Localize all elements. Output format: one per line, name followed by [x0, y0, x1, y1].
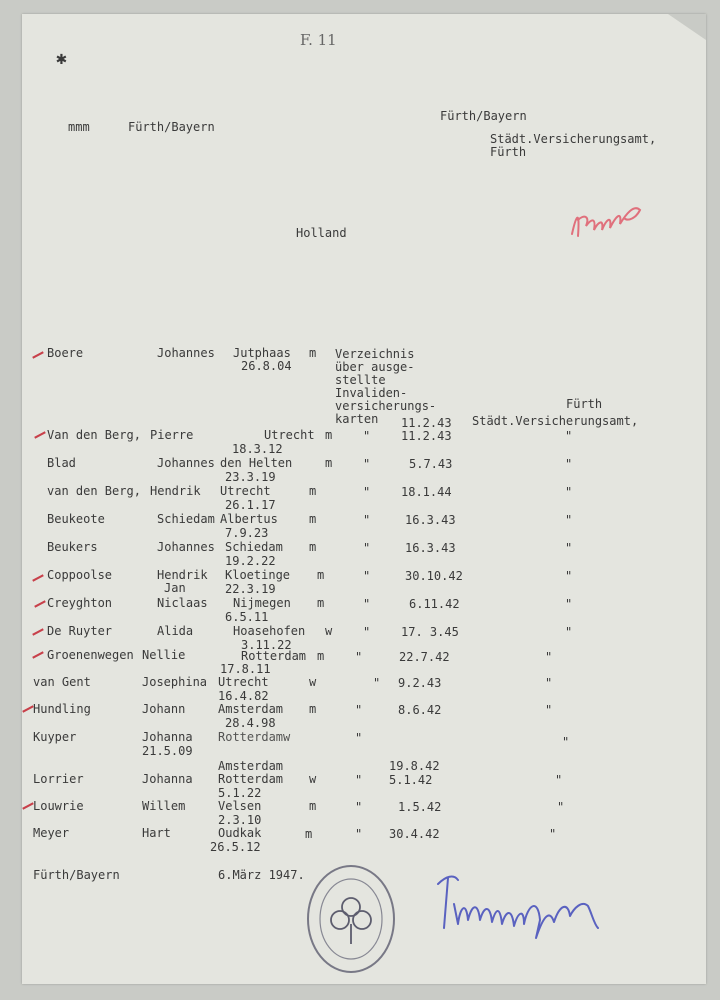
entry-15-given-name: Hart: [142, 826, 171, 840]
entry-12-birthplace: Amsterdam: [218, 759, 284, 773]
ditto-mark: ": [363, 429, 371, 443]
entry-8-issue-date: 17. 3.45: [401, 625, 459, 639]
ditto-mark: ": [363, 541, 371, 555]
entry-4-issue-date: 16.3.43: [405, 513, 456, 527]
entry-6-birthplace: Kloetinge: [225, 568, 291, 582]
entry-9-sex: m: [317, 649, 325, 663]
footer-place: Fürth/Bayern: [33, 868, 120, 882]
entry-14-surname: Louwrie: [33, 799, 84, 813]
ditto-mark: ": [545, 650, 553, 664]
entry-12-issue-date: 19.8.42: [389, 759, 440, 773]
entry-5-issue-date: 16.3.43: [405, 541, 456, 555]
entry-1-issue-date: 11.2.43: [401, 429, 452, 443]
entry-9-birthplace: Rotterdam: [241, 649, 307, 663]
entry-4-given-name: Schiedam: [157, 512, 215, 526]
entry-8-given-name: Alida: [157, 624, 194, 638]
entry-7-given-name: Niclaas: [157, 596, 208, 610]
entry-4-sex: m: [309, 512, 317, 526]
entry-11-birthplace: Amsterdam: [218, 702, 284, 716]
ditto-mark: ": [557, 800, 565, 814]
entry-9-given-name: Nellie: [142, 648, 186, 662]
entry-11-issue-date: 8.6.42: [398, 703, 442, 717]
entry-10-birth-date: 16.4.82: [218, 689, 269, 703]
entry-3-birth-date: 26.1.17: [225, 498, 276, 512]
header-left-place: Fürth/Bayern: [128, 120, 215, 134]
entry-2-surname: Blad: [47, 456, 76, 470]
ditto-mark: ": [363, 569, 371, 583]
ditto-mark: ": [373, 676, 381, 690]
handwritten-signature-icon: [428, 864, 608, 944]
entry-1-birthplace: Utrecht: [264, 428, 315, 442]
entry-2-birth-date: 23.3.19: [225, 470, 276, 484]
issuer-line-2: Städt.Versicherungsamt,: [472, 414, 639, 428]
corner-symbol: ✱: [56, 48, 67, 69]
entry-10-given-name: Josephina: [142, 675, 208, 689]
entry-1-birth-date: 18.3.12: [232, 442, 283, 456]
entry-8-sex: w: [325, 624, 333, 638]
entry-5-surname: Beukers: [47, 540, 98, 554]
entry-7-issue-date: 6.11.42: [409, 597, 460, 611]
ditto-mark: ": [363, 513, 371, 527]
entry-13-surname: Lorrier: [33, 772, 84, 786]
header-prefix: mmm: [68, 120, 90, 134]
entry-10-sex: w: [309, 675, 317, 689]
ditto-mark: ": [565, 485, 573, 499]
ditto-mark: ": [363, 625, 371, 639]
description-line-5: versicherungs-: [335, 399, 437, 413]
entry-1-sex: m: [325, 428, 333, 442]
ditto-mark: ": [355, 650, 363, 664]
entry-15-issue-date: 30.4.42: [389, 827, 440, 841]
ditto-mark: ": [355, 731, 363, 745]
ditto-mark: ": [355, 773, 363, 787]
description-line-6: karten: [335, 412, 379, 426]
entry-0-birth-date: 26.8.04: [241, 359, 292, 373]
ditto-mark: ": [565, 457, 573, 471]
entry-4-birthplace: Albertus: [220, 512, 278, 526]
ditto-mark: ": [363, 457, 371, 471]
entry-14-issue-date: 1.5.42: [398, 800, 442, 814]
entry-14-birth-date: 2.3.10: [218, 813, 262, 827]
entry-8-birth-date: 3.11.22: [241, 638, 292, 652]
entry-2-birthplace: den Helten: [220, 456, 293, 470]
entry-11-birth-date: 28.4.98: [225, 716, 276, 730]
header-right-place: Fürth/Bayern: [440, 109, 527, 123]
entry-15-surname: Meyer: [33, 826, 70, 840]
entry-15-birthplace: Oudkak: [218, 826, 262, 840]
entry-6-issue-date: 30.10.42: [405, 569, 463, 583]
country-heading: Holland: [296, 226, 347, 240]
ditto-mark: ": [565, 625, 573, 639]
entry-5-birthplace: Schiedam: [225, 540, 283, 554]
office-line-1: Städt.Versicherungsamt,: [490, 132, 657, 146]
entry-7-birthplace: Nijmegen: [233, 596, 291, 610]
entry-5-birth-date: 19.2.22: [225, 554, 276, 568]
entry-10-surname: van Gent: [33, 675, 91, 689]
entry-7-sex: m: [317, 596, 325, 610]
entry-4-surname: Beukeote: [47, 512, 105, 526]
entry-12-overtyped-birthplace: Rotterdamw: [218, 730, 291, 744]
entry-14-given-name: Willem: [142, 799, 186, 813]
entry-3-issue-date: 18.1.44: [401, 485, 452, 499]
ditto-mark: ": [565, 569, 573, 583]
ditto-mark: ": [562, 735, 570, 749]
footer-date: 6.März 1947.: [218, 868, 305, 882]
entry-11-sex: m: [309, 702, 317, 716]
entry-6-surname: Coppoolse: [47, 568, 113, 582]
entry-11-surname: Hundling: [33, 702, 91, 716]
entry-3-given-name: Hendrik: [150, 484, 201, 498]
entry-13-sex: w: [309, 772, 317, 786]
entry-4-birth-date: 7.9.23: [225, 526, 269, 540]
entry-9-issue-date: 22.7.42: [399, 650, 450, 664]
entry-6-sex: m: [317, 568, 325, 582]
description-line-1: Verzeichnis: [335, 347, 415, 361]
office-stamp-icon: [304, 862, 398, 976]
issuer-line-1: Fürth: [566, 397, 603, 411]
entry-15-sex: m: [305, 827, 313, 841]
entry-2-given-name: Johannes: [157, 456, 215, 470]
document-page: [22, 14, 706, 984]
ditto-mark: ": [565, 541, 573, 555]
entry-13-issue-date: 5.1.42: [389, 773, 433, 787]
entry-0-birthplace: Jutphaas: [233, 346, 291, 360]
entry-13-given-name: Johanna: [142, 772, 193, 786]
ditto-mark: ": [565, 513, 573, 527]
entry-6-second-given-name: Jan: [164, 581, 186, 595]
ditto-mark: ": [363, 485, 371, 499]
entry-8-surname: De Ruyter: [47, 624, 113, 638]
entry-5-given-name: Johannes: [157, 540, 215, 554]
top-handwritten-mark: F. 11: [300, 31, 337, 49]
entry-13-birth-date: 5.1.22: [218, 786, 262, 800]
entry-3-surname: van den Berg,: [47, 484, 141, 498]
entry-1-surname: Van den Berg,: [47, 428, 141, 442]
entry-13-birthplace: Rotterdam: [218, 772, 284, 786]
entry-0-surname: Boere: [47, 346, 84, 360]
entry-15-birth-date: 26.5.12: [210, 840, 261, 854]
entry-11-given-name: Johann: [142, 702, 186, 716]
ditto-mark: ": [355, 800, 363, 814]
ditto-mark: ": [549, 827, 557, 841]
red-pencil-note-icon: [566, 196, 646, 252]
entry-12-given-name: Johanna: [142, 730, 193, 744]
entry-9-birth-date: 17.8.11: [220, 662, 271, 676]
entry-10-birthplace: Utrecht: [218, 675, 269, 689]
entry-14-birthplace: Velsen: [218, 799, 262, 813]
entry-3-sex: m: [309, 484, 317, 498]
description-line-3: stellte: [335, 373, 386, 387]
entry-5-sex: m: [309, 540, 317, 554]
ditto-mark: ": [565, 597, 573, 611]
entry-6-birth-date: 22.3.19: [225, 582, 276, 596]
entry-1-given-name: Pierre: [150, 428, 194, 442]
entry-9-surname: Groenenwegen: [47, 648, 134, 662]
entry-6-given-name: Hendrik: [157, 568, 208, 582]
ditto-mark: ": [355, 703, 363, 717]
ditto-mark: ": [363, 597, 371, 611]
entry-0-given-name: Johannes: [157, 346, 215, 360]
ditto-mark: ": [355, 827, 363, 841]
entry-10-issue-date: 9.2.43: [398, 676, 442, 690]
entry-3-birthplace: Utrecht: [220, 484, 271, 498]
entry-2-sex: m: [325, 456, 333, 470]
office-line-2: Fürth: [490, 145, 527, 159]
entry-0-issue-date: 11.2.43: [401, 416, 452, 430]
entry-12-surname: Kuyper: [33, 730, 77, 744]
entry-7-birth-date: 6.5.11: [225, 610, 269, 624]
entry-7-surname: Creyghton: [47, 596, 113, 610]
entry-8-birthplace: Hoasehofen: [233, 624, 306, 638]
ditto-mark: ": [545, 703, 553, 717]
description-line-2: über ausge-: [335, 360, 415, 374]
ditto-mark: ": [545, 676, 553, 690]
ditto-mark: ": [555, 773, 563, 787]
description-line-4: Invaliden-: [335, 386, 408, 400]
entry-12-birth-date: 21.5.09: [142, 744, 193, 758]
entry-0-sex: m: [309, 346, 317, 360]
entry-14-sex: m: [309, 799, 317, 813]
entry-2-issue-date: 5.7.43: [409, 457, 453, 471]
ditto-mark: ": [565, 429, 573, 443]
